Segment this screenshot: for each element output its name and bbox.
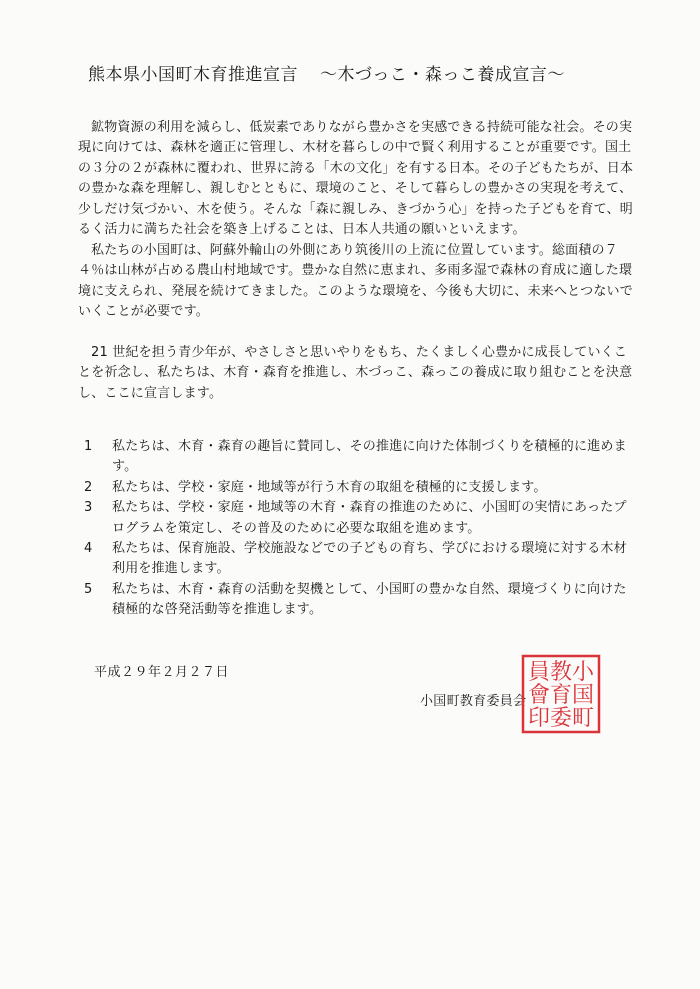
seal-character: 會	[527, 683, 551, 708]
paragraph-declaration: 21 世紀を担う青少年が、やさしさと思いやりをもち、たくましく心豊かに成長していくことを祈念し、私たちは、木育・森育を推進し、木づっこ、森っこの養成に取り組むことを決意し、ここに宣言します。	[78, 345, 633, 401]
item-text: 私たちは、木育・森育の活動を契機として、小国町の豊かな自然、環境づくりに向けた積極的な啓発活動等を推進します。	[112, 581, 627, 618]
official-seal	[520, 653, 602, 735]
seal-character: 町	[571, 706, 595, 731]
item-number: 1	[84, 439, 93, 454]
page-title	[88, 60, 648, 85]
list-item	[78, 498, 638, 539]
item-number: 3	[84, 500, 93, 516]
list-item	[78, 437, 638, 478]
declaration-date: 平成２９年２月２７日	[94, 665, 230, 680]
item-number: 4	[84, 541, 93, 557]
seal-character: 員	[527, 660, 551, 685]
title-subtitle: 〜木づっこ・森っこ養成宣言〜	[320, 65, 565, 85]
seal-character: 育	[549, 683, 573, 708]
seal-character: 印	[527, 706, 551, 731]
title-main: 熊本県小国町木育推進宣言	[88, 65, 298, 85]
issuer-name: 小国町教育委員会	[420, 694, 527, 709]
seal-character: 小	[571, 660, 595, 685]
seal-character: 委	[549, 706, 573, 731]
list-item	[78, 539, 638, 580]
seal-character: 国	[571, 683, 595, 708]
paragraph-intro: 鉱物資源の利用を減らし、低炭素でありながら豊かさを実感できる持続可能な社会。その実現に向けては、森林を適正に管理し、木材を暮らしの中で賢く利用することが重要です。国土の３分の２が森林に覆われ、世界に誇る「木の文化」を有する日本。その子どもたちが、日本の豊かな森を理解し、親しむとともに、環境のこと、そして暮らしの豊かさの実現を考えて、少しだけ気づかい、木を使う。そんな「森に親しみ、きづかう心」を持った子どもを育て、明るく活力に満ちた社会を築き上げることは、日本人共通の願いといえます。	[78, 120, 634, 238]
item-text: 私たちは、学校・家庭・地域等の木育・森育の推進のために、小国町の実情にあったプログラムを策定し、その普及のために必要な取組を進めます。	[112, 500, 627, 536]
item-number: 5	[84, 581, 93, 597]
item-number: 2	[84, 479, 93, 495]
declaration-list	[78, 437, 638, 621]
item-text: 私たちは、学校・家庭・地域等が行う木育の取組を積極的に支援します。	[112, 479, 547, 495]
paragraph-oguni: 私たちの小国町は、阿蘇外輪山の外側にあり筑後川の上流に位置しています。総面積の７４％は山林が占める農山村地域です。豊かな自然に恵まれ、多雨多湿で森林の育成に適した環境に支えられ、発展を続けてきました。このような環境を、今後も大切に、未来へとつないでいくことが必要です。	[78, 243, 633, 320]
seal-character: 教	[549, 660, 573, 685]
list-item	[78, 580, 638, 621]
item-text: 私たちは、木育・森育の趣旨に賛同し、その推進に向けた体制づくりを積極的に進めます。	[112, 439, 627, 475]
item-text: 私たちは、保育施設、学校施設などでの子どもの育ち、学びにおける環境に対する木材利用を推進します。	[112, 541, 627, 577]
list-item	[78, 478, 638, 498]
